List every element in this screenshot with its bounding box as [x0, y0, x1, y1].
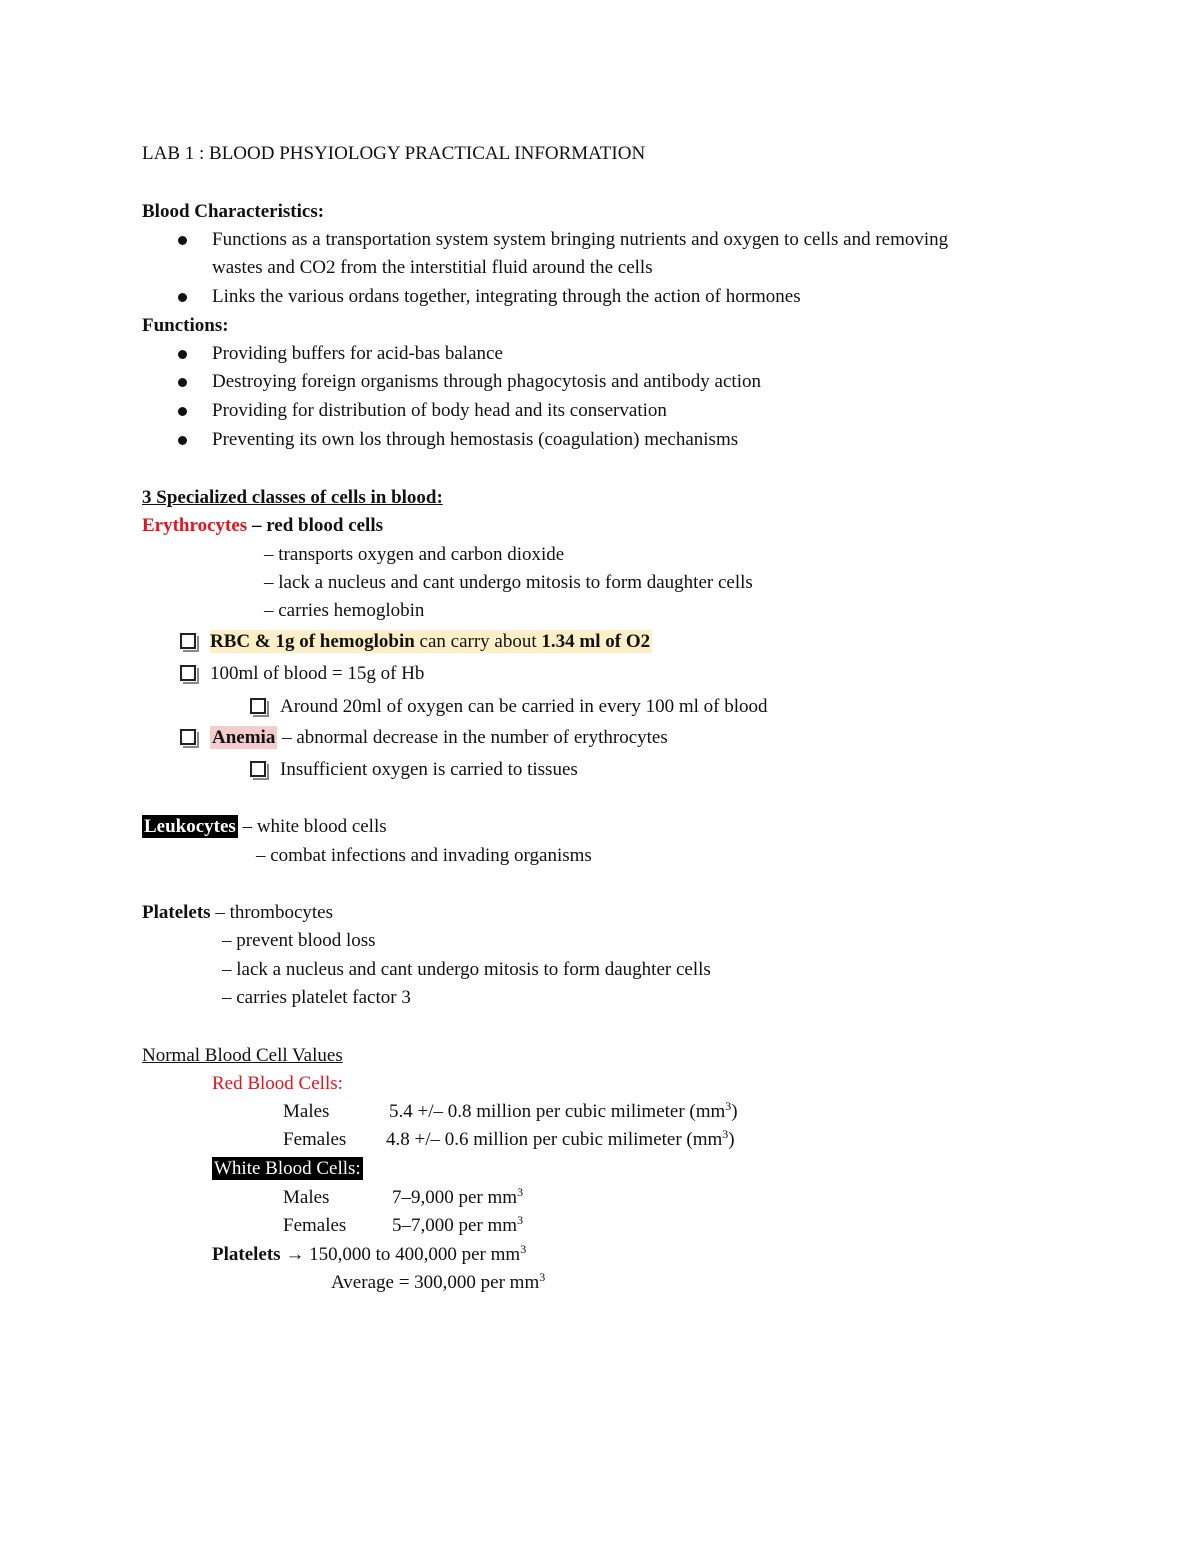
anemia-effect-line — [250, 758, 578, 782]
white-cells-line — [212, 1157, 363, 1181]
characteristic-item: Links the various ordans together, integrating through the action of hormones — [212, 286, 801, 307]
platelets-point: – prevent blood loss — [222, 930, 376, 951]
oxygen-carried-text: Around 20ml of oxygen can be carried in every 100 ml of blood — [280, 696, 768, 717]
rbc-hemoglobin-term: RBC & 1g of hemoglobin — [210, 631, 415, 652]
erythrocytes-term: Erythrocytes — [142, 515, 248, 536]
anemia-term: Anemia — [212, 727, 276, 748]
platelets-line — [142, 901, 333, 925]
platelets-range: → 150,000 to 400,000 per mm — [280, 1244, 521, 1265]
exponent: 3 — [517, 1213, 524, 1227]
leukocytes-point: – combat infections and invading organisms — [256, 845, 592, 866]
function-item: Destroying foreign organisms through phagocytosis and antibody action — [212, 371, 761, 392]
red-females-label: Females — [283, 1129, 347, 1150]
bullet-icon — [178, 293, 187, 302]
white-males-text: 7–9,000 per mm — [392, 1187, 518, 1208]
erythrocytes-desc: – red blood cells — [247, 515, 384, 536]
characteristic-item-continued: wastes and CO2 from the interstitial fluid around the cells — [212, 257, 653, 278]
exponent: 3 — [517, 1185, 524, 1199]
rbc-oxygen-value: 1.34 ml of O2 — [541, 631, 651, 652]
blood-characteristics-heading: Blood Characteristics: — [142, 201, 325, 222]
red-females-text: 4.8 +/– 0.6 million per cubic milimeter (mm — [386, 1129, 723, 1150]
platelets-desc: – thrombocytes — [210, 902, 334, 923]
white-females-value — [392, 1214, 523, 1238]
close-paren: ) — [731, 1101, 738, 1122]
red-males-label: Males — [283, 1101, 330, 1122]
red-females-value — [386, 1128, 735, 1152]
checkbox-icon — [250, 761, 266, 777]
platelets-point: – lack a nucleus and cant undergo mitosis to form daughter cells — [222, 959, 711, 980]
platelets-average: Average = 300,000 per mm — [331, 1272, 540, 1293]
oxygen-carried-line — [250, 695, 768, 719]
exponent: 3 — [725, 1099, 732, 1113]
function-item: Providing for distribution of body head and its conservation — [212, 400, 667, 421]
checkbox-icon — [180, 633, 196, 649]
white-females-label: Females — [283, 1215, 347, 1236]
bullet-icon — [178, 350, 187, 359]
blood-hb-line — [180, 662, 424, 686]
white-females-text: 5–7,000 per mm — [392, 1215, 518, 1236]
functions-heading: Functions: — [142, 315, 229, 336]
erythrocytes-point: – carries hemoglobin — [264, 600, 425, 621]
exponent: 3 — [722, 1127, 729, 1141]
leukocytes-desc: – white blood cells — [237, 816, 387, 837]
close-paren: ) — [728, 1129, 735, 1150]
leukocytes-term: Leukocytes — [144, 816, 236, 837]
erythrocytes-point: – transports oxygen and carbon dioxide — [264, 544, 565, 565]
platelets-average-line — [331, 1271, 545, 1295]
anemia-line — [180, 726, 668, 750]
bullet-icon — [178, 436, 187, 445]
page-title: LAB 1 : BLOOD PHSYIOLOGY PRACTICAL INFORMATION — [142, 143, 646, 164]
erythrocytes-line — [142, 514, 383, 538]
bullet-icon — [178, 407, 187, 416]
checkbox-icon — [180, 665, 196, 681]
white-cells-label: White Blood Cells: — [214, 1158, 361, 1179]
bullet-icon — [178, 378, 187, 387]
function-item: Providing buffers for acid-bas balance — [212, 343, 503, 364]
erythrocytes-point: – lack a nucleus and cant undergo mitosis to form daughter cells — [264, 572, 753, 593]
white-males-value — [392, 1186, 523, 1210]
exponent: 3 — [520, 1242, 527, 1256]
platelets-value-label: Platelets — [212, 1244, 281, 1265]
function-item: Preventing its own los through hemostasis (coagulation) mechanisms — [212, 429, 739, 450]
cell-classes-heading: 3 Specialized classes of cells in blood: — [142, 487, 443, 508]
characteristic-item: Functions as a transportation system system bringing nutrients and oxygen to cells and removing — [212, 229, 949, 250]
rbc-hemoglobin-line — [180, 630, 652, 654]
red-males-text: 5.4 +/– 0.8 million per cubic milimeter (mm — [389, 1101, 726, 1122]
anemia-effect-text: Insufficient oxygen is carried to tissues — [280, 759, 578, 780]
exponent: 3 — [539, 1270, 546, 1284]
leukocytes-line — [142, 815, 387, 839]
checkbox-icon — [180, 729, 196, 745]
platelets-term: Platelets — [142, 902, 211, 923]
blood-hb-text: 100ml of blood = 15g of Hb — [210, 663, 425, 684]
platelets-range-line — [212, 1243, 526, 1267]
rbc-highlight — [210, 630, 652, 653]
normal-values-heading: Normal Blood Cell Values — [142, 1045, 343, 1066]
red-males-value — [389, 1100, 738, 1124]
red-cells-label: Red Blood Cells: — [212, 1073, 343, 1094]
platelets-point: – carries platelet factor 3 — [222, 987, 411, 1008]
checkbox-icon — [250, 698, 266, 714]
bullet-icon — [178, 236, 187, 245]
anemia-desc: – abnormal decrease in the number of erythrocytes — [277, 727, 668, 748]
white-males-label: Males — [283, 1187, 330, 1208]
rbc-hemoglobin-text: can carry about — [414, 631, 542, 652]
